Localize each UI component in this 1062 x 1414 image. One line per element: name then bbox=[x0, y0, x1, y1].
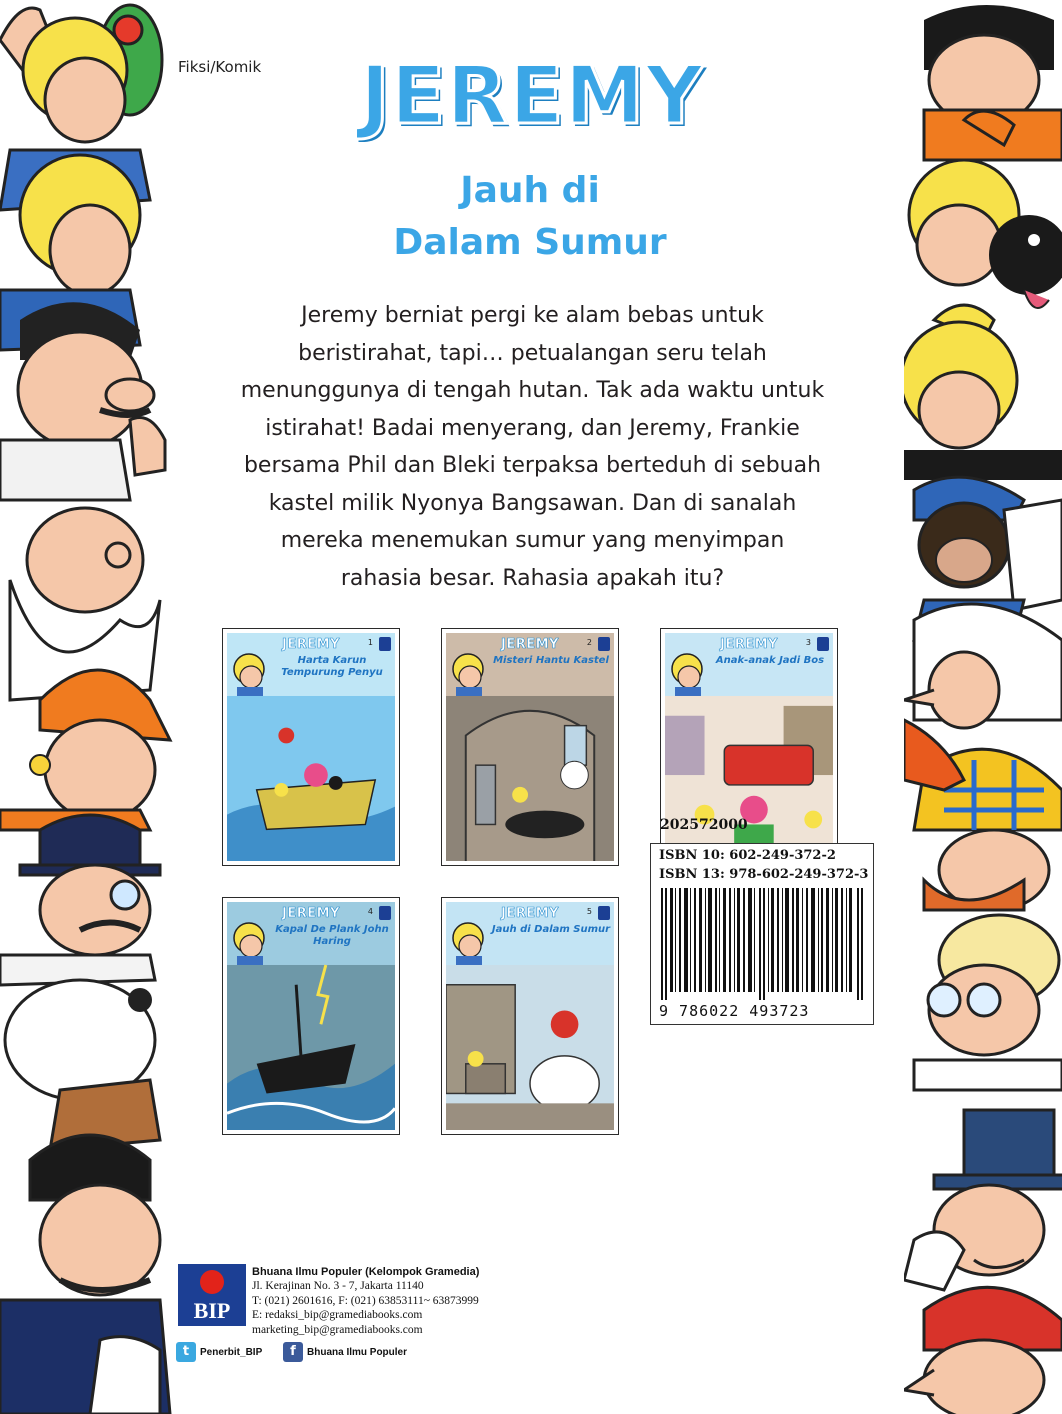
publisher-logo-icon bbox=[817, 637, 829, 651]
jeremy-portrait-icon bbox=[667, 651, 707, 697]
barcode-panel bbox=[650, 843, 874, 1025]
cover-book-title: Misteri Hantu Kastel bbox=[493, 655, 609, 666]
synopsis bbox=[200, 297, 865, 597]
facebook-icon: f bbox=[283, 1342, 303, 1362]
cover-series-title: JEREMY bbox=[501, 906, 559, 921]
book-title bbox=[380, 165, 680, 269]
jeremy-portrait-icon bbox=[229, 920, 269, 966]
cover-volume-number: 2 bbox=[586, 638, 592, 647]
cover-volume-number: 4 bbox=[367, 907, 373, 916]
category-label: Fiksi/Komik bbox=[178, 58, 262, 76]
series-cover-5 bbox=[441, 897, 619, 1135]
right-character-illustration bbox=[904, 0, 1062, 1414]
cover-book-title: Anak-anak Jadi Bos bbox=[715, 655, 825, 666]
synopsis-line: kastel milik Nyonya Bangsawan. Dan di sanalah bbox=[268, 490, 797, 516]
book-title-line-2: Dalam Sumur bbox=[393, 222, 667, 263]
cover-art-castle-well bbox=[446, 964, 614, 1130]
jeremy-portrait-icon bbox=[448, 651, 488, 697]
jeremy-portrait-icon bbox=[229, 651, 269, 697]
twitter-icon: t bbox=[176, 1342, 196, 1362]
synopsis-line: bersama Phil dan Bleki terpaksa berteduh di sebuah bbox=[243, 453, 822, 478]
publisher-name: Bhuana Ilmu Populer (Kelompok Gramedia) bbox=[252, 1266, 480, 1278]
cover-book-title: Harta Karun Tempurung Penyu bbox=[281, 655, 383, 678]
isbn-13: ISBN 13: 978-602-249-372-3 bbox=[659, 867, 869, 882]
synopsis-line: istirahat! Badai menyerang, dan Jeremy, Frankie bbox=[265, 415, 800, 441]
bip-logo-text: BIP bbox=[193, 1298, 231, 1323]
synopsis-line: beristirahat, tapi… petualangan seru telah bbox=[298, 340, 767, 366]
facebook-page: Bhuana Ilmu Populer bbox=[307, 1346, 408, 1358]
synopsis-line: mereka menemukan sumur yang menyimpan bbox=[280, 528, 785, 553]
synopsis-line: rahasia besar. Rahasia apakah itu? bbox=[340, 565, 725, 591]
jeremy-portrait-icon bbox=[448, 920, 488, 966]
publisher-logo-icon bbox=[598, 906, 610, 920]
cover-art-castle-interior bbox=[446, 695, 614, 861]
isbn-10: ISBN 10: 602-249-372-2 bbox=[659, 848, 836, 863]
synopsis-line: Jeremy berniat pergi ke alam bebas untuk bbox=[301, 303, 764, 328]
series-title: JEREMY bbox=[360, 49, 705, 142]
product-code: 202572000 bbox=[660, 817, 748, 833]
cover-series-title: JEREMY bbox=[501, 637, 559, 652]
bip-logo bbox=[178, 1264, 246, 1326]
publisher-logo-icon bbox=[379, 906, 391, 920]
publisher-logo-icon bbox=[379, 637, 391, 651]
cover-volume-number: 5 bbox=[586, 907, 592, 916]
cover-series-title: JEREMY bbox=[282, 637, 340, 652]
publisher-marketing-email: marketing_bip@gramediabooks.com bbox=[252, 1323, 423, 1336]
cover-art-boat-sea bbox=[227, 695, 395, 861]
synopsis-line: menunggunya di tengah hutan. Tak ada waktu untuk bbox=[240, 378, 825, 403]
publisher-info bbox=[252, 1265, 479, 1337]
barcode-digits: 9 786022 493723 bbox=[659, 1002, 810, 1020]
cover-book-title: Kapal De Plank John Haring bbox=[275, 924, 389, 947]
publisher-logo-icon bbox=[598, 637, 610, 651]
left-character-illustration bbox=[0, 0, 178, 1414]
publisher-address: Jl. Kerajinan No. 3 - 7, Jakarta 11140 bbox=[252, 1280, 424, 1293]
series-cover-4 bbox=[222, 897, 400, 1135]
book-title-line-1: Jauh di bbox=[460, 170, 600, 211]
cover-series-title: JEREMY bbox=[720, 637, 778, 652]
cover-volume-number: 3 bbox=[805, 638, 811, 647]
twitter-link[interactable] bbox=[176, 1342, 262, 1362]
series-cover-1 bbox=[222, 628, 400, 866]
cover-art-town-street bbox=[665, 695, 833, 861]
cover-volume-number: 1 bbox=[367, 638, 373, 647]
publisher-phone: T: (021) 2601616, F: (021) 63853111~ 63873999 bbox=[252, 1294, 479, 1307]
cover-book-title: Jauh di Dalam Sumur bbox=[491, 924, 611, 935]
cover-series-title: JEREMY bbox=[282, 906, 340, 921]
series-cover-2 bbox=[441, 628, 619, 866]
cover-art-storm-ship bbox=[227, 964, 395, 1130]
facebook-link[interactable] bbox=[283, 1342, 407, 1362]
publisher-email: E: redaksi_bip@gramediabooks.com bbox=[252, 1309, 423, 1322]
barcode-icon bbox=[661, 888, 865, 1000]
twitter-handle: Penerbit_BIP bbox=[200, 1346, 263, 1358]
